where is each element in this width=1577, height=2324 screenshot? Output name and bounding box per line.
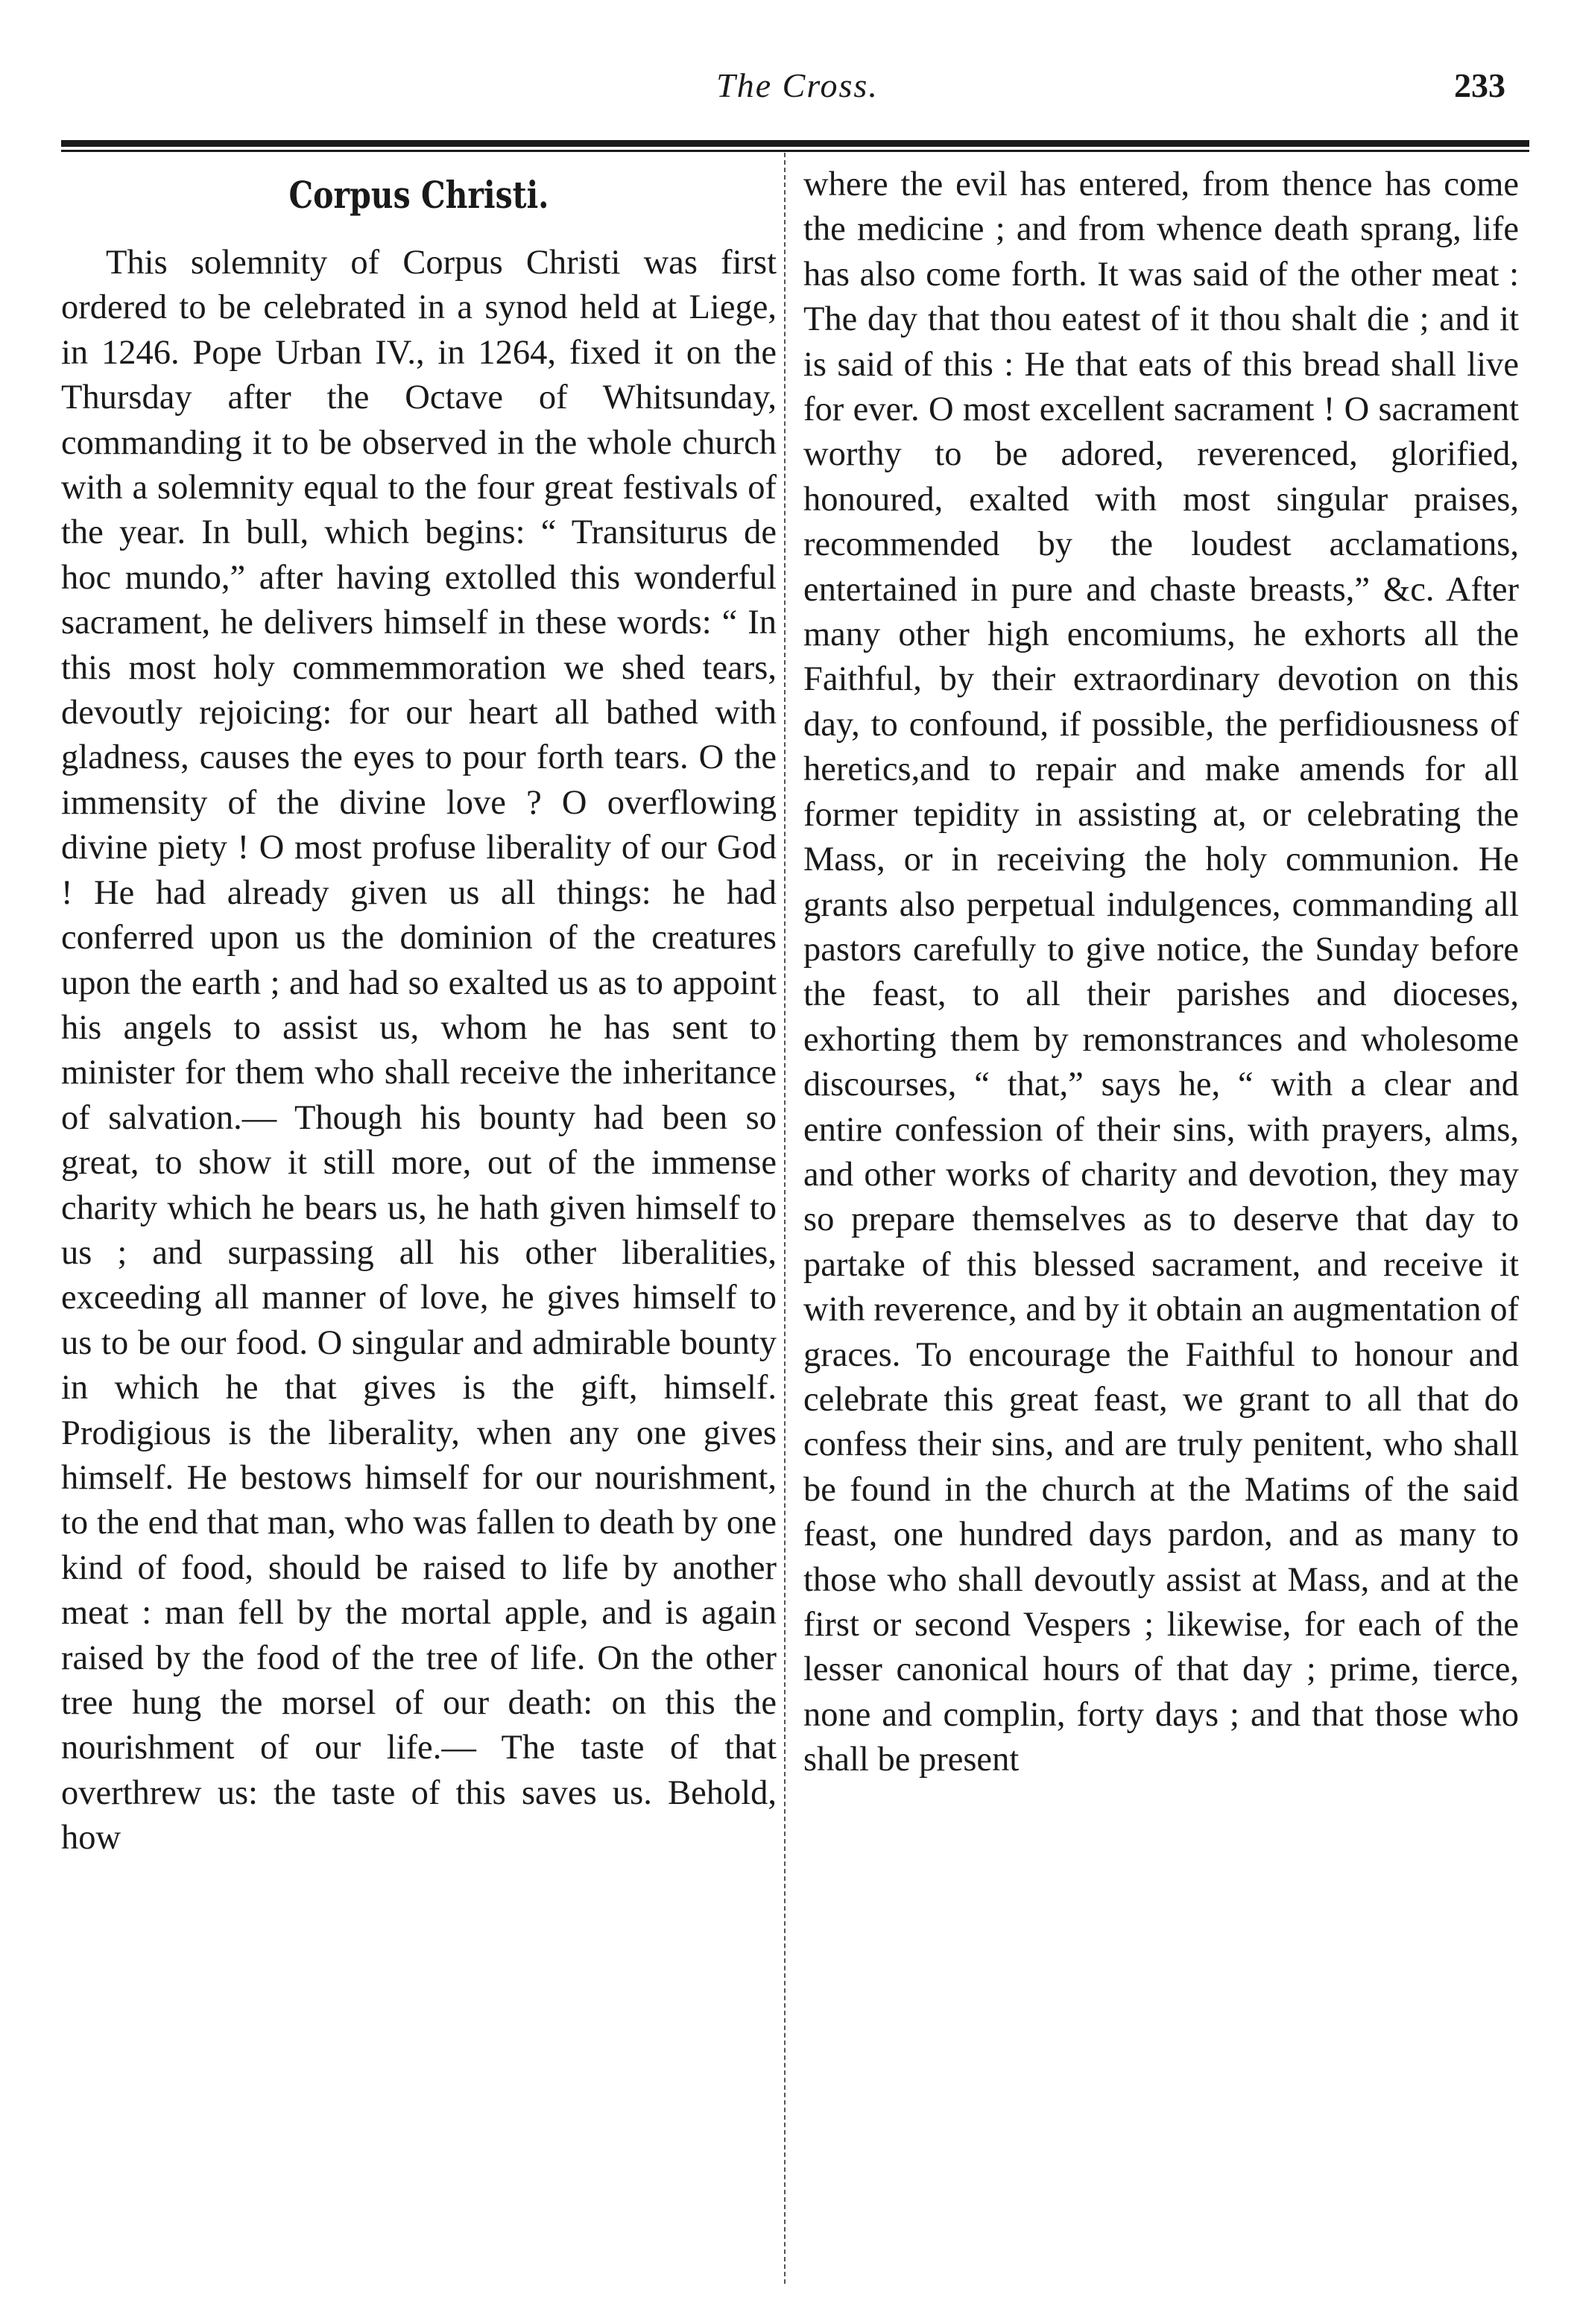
right-column <box>803 162 1519 1783</box>
page-number: 233 <box>1454 66 1505 104</box>
article-title: Corpus Christi. <box>288 173 549 217</box>
running-title: The Cross. <box>716 66 879 104</box>
column-divider <box>784 153 786 2284</box>
running-head <box>60 66 1535 110</box>
article-body-right: where the evil has entered, from thence has come the medicine ; and from whence death sprang, life has also come forth. It was said of the other meat : The day that thou eatest of it thou shalt die ; and it is said of this : He that eats of this bread shall live for ever. O most excellent sacrament ! O sacrament worthy to be adored, reverenced, glorified, honoured, exalted with most singular praises, recommended by the loudest acclamations, entertained in pure and chaste breasts,” &c. After many other high encomiums, he exhorts all the Faithful, by their extraordinary devotion on this day, to confound, if possible, the perfidiousness of heretics,and to repair and make amends for all former tepidity in assisting at, or celebrating the Mass, or in receiving the holy communion. He grants also perpetual indulgences, commanding all pastors carefully to give notice, the Sunday before the feast, to all their parishes and dioceses, exhorting them by remonstrances and wholesome discourses, “ that,” says he, “ with a clear and entire confession of their sins, with prayers, alms, and other works of charity and devotion, they may so prepare themselves as to deserve that day to partake of this blessed sacrament, and receive it with reverence, and by it obtain an augmentation of graces. To encourage the Faithful to honour and celebrate this great feast, we grant to all that do confess their sins, and are truly penitent, who shall be found in the church at the Matims of the said feast, one hundred days pardon, and as many to those who shall devoutly assist at Mass, and at the first or second Vespers ; likewise, for each of the lesser canonical hours of that day ; prime, tierce, none and complin, forty days ; and that those who shall be present <box>803 165 1519 1779</box>
article-body-left: This solemnity of Corpus Christi was first ordered to be celebrated in a synod held at Liege, in 1246. Pope Urban IV., in 1264, fixed it on the Thursday after the Octave of Whitsunday, commanding it to be observed in the whole church with a solemnity equal to the four great festivals of the year. In bull, which begins: “ Transiturus de hoc mundo,” after having extolled this wonderful sacrament, he delivers himself in these words: “ In this most holy commemmoration we shed tears, devoutly rejoicing: for our heart all bathed with gladness, causes the eyes to pour forth tears. O the immensity of the divine love ? O overflowing divine piety ! O most profuse liberality of our God ! He had already given us all things: he had conferred upon us the dominion of the creatures upon the earth ; and had so exalted us as to appoint his angels to assist us, whom he has sent to minister for them who shall receive the inheritance of salvation.— Though his bounty had been so great, to show it still more, out of the immense charity which he bears us, he hath given himself to us ; and surpassing all his other liberalities, exceeding all manner of love, he gives himself to us to be our food. O singular and admirable bounty in which he that gives is the gift, himself. Prodigious is the liberality, when any one gives himself. He bestows himself for our nourishment, to the end that man, who was fallen to death by one kind of food, should be raised to life by another meat : man fell by the mortal apple, and is again raised by the food of the tree of life. On the other tree hung the morsel of our death: on this the nourishment of our life.— The taste of that overthrew us: the taste of this saves us. Behold, how <box>61 244 777 1858</box>
header-rule <box>61 140 1529 152</box>
left-column <box>61 168 777 1861</box>
